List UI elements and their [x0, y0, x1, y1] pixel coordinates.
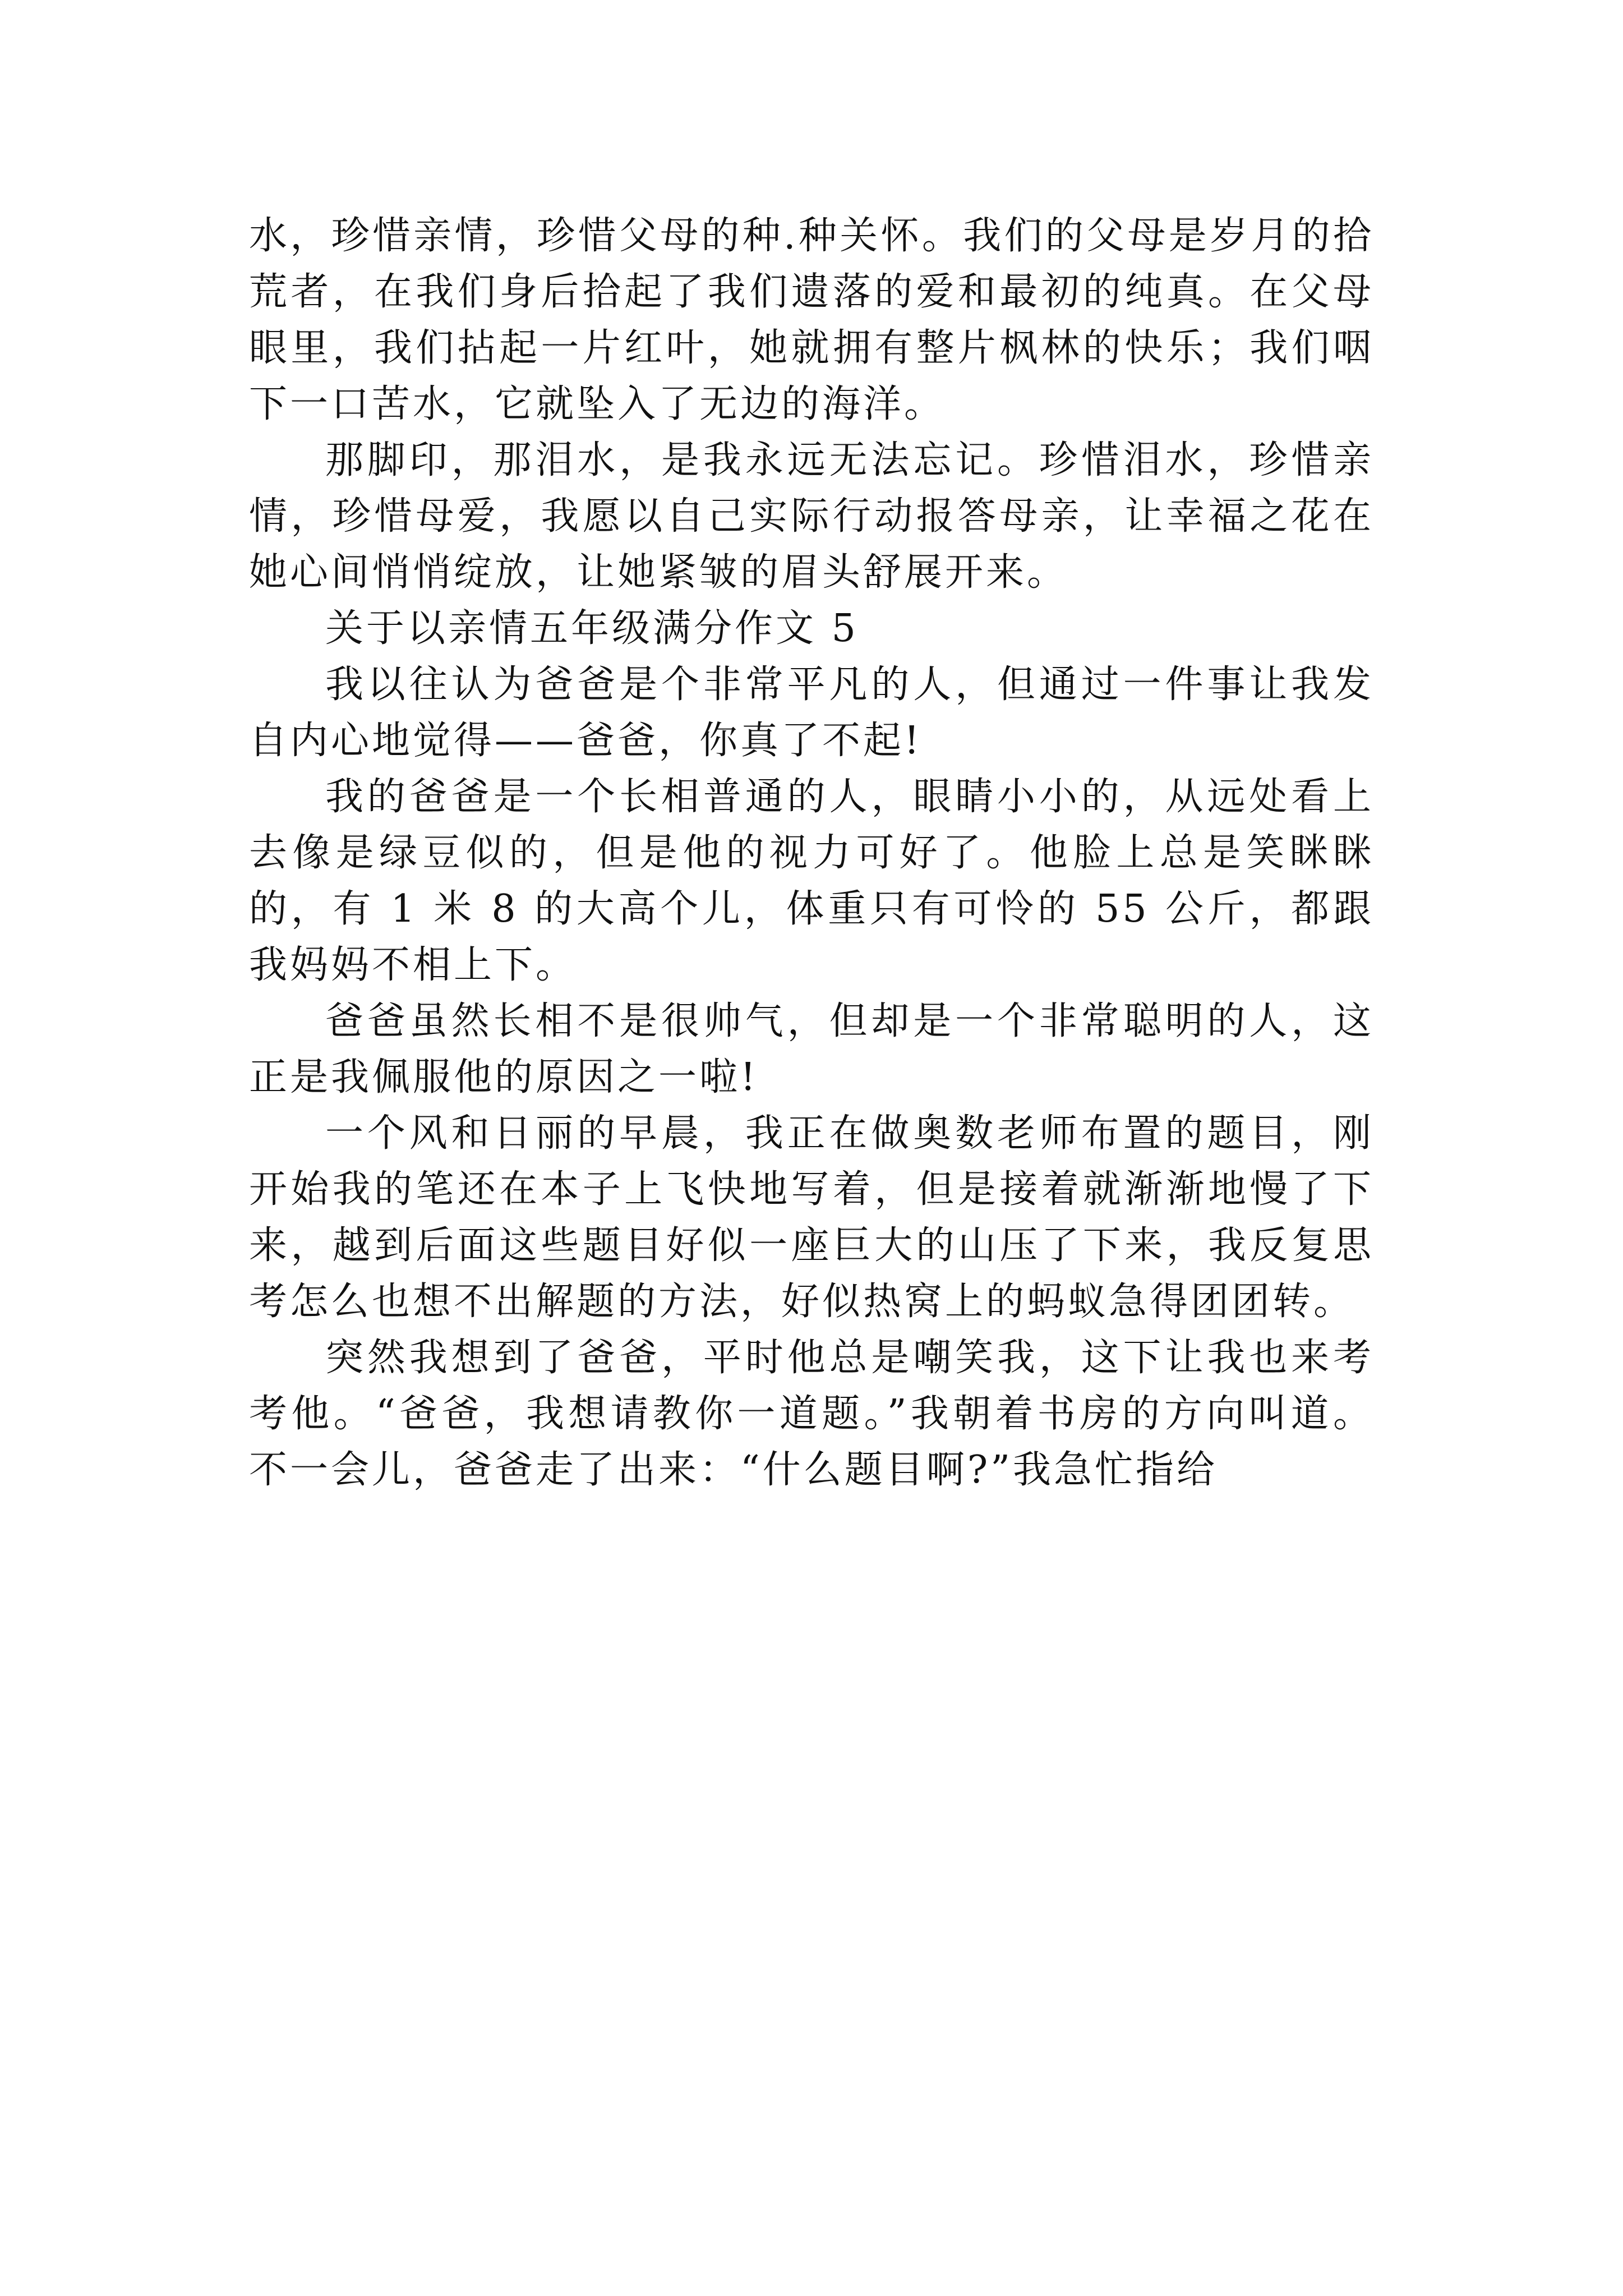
paragraph: 我的爸爸是一个长相普通的人，眼睛小小的，从远处看上去像是绿豆似的，但是他的视力可好了。他脸上总是笑眯眯的，有 1 米 8 的大高个儿，体重只有可怜的 55 公斤，都跟我妈妈不相上下。 [249, 775, 1374, 987]
document-body [249, 208, 1374, 1498]
paragraph: 我以往认为爸爸是个非常平凡的人，但通过一件事让我发自内心地觉得——爸爸，你真了不起! [249, 662, 1374, 763]
paragraph: 爸爸虽然长相不是很帅气，但却是一个非常聪明的人，这正是我佩服他的原因之一啦! [249, 999, 1374, 1099]
paragraph: 一个风和日丽的早晨，我正在做奥数老师布置的题目，刚开始我的笔还在本子上飞快地写着，但是接着就渐渐地慢了下来，越到后面这些题目好似一座巨大的山压了下来，我反复思考怎么也想不出解题的方法，好似热窝上的蚂蚁急得团团转。 [249, 1111, 1374, 1324]
paragraph: 突然我想到了爸爸，平时他总是嘲笑我，这下让我也来考考他。“爸爸，我想请教你一道题。”我朝着书房的方向叫道。不一会儿，爸爸走了出来：“什么题目啊?”我急忙指给 [249, 1336, 1374, 1492]
paragraph: 那脚印，那泪水，是我永远无法忘记。珍惜泪水，珍惜亲情，珍惜母爱，我愿以自己实际行动报答母亲，让幸福之花在她心间悄悄绽放，让她紧皱的眉头舒展开来。 [249, 438, 1374, 595]
paragraph-continued: 水，珍惜亲情，珍惜父母的种.种关怀。我们的父母是岁月的拾荒者，在我们身后拾起了我们遗落的爱和最初的纯真。在父母眼里，我们拈起一片红叶，她就拥有整片枫林的快乐；我们咽下一口苦水，它就坠入了无边的海洋。 [249, 214, 1374, 426]
section-heading: 关于以亲情五年级满分作文 5 [325, 606, 859, 651]
